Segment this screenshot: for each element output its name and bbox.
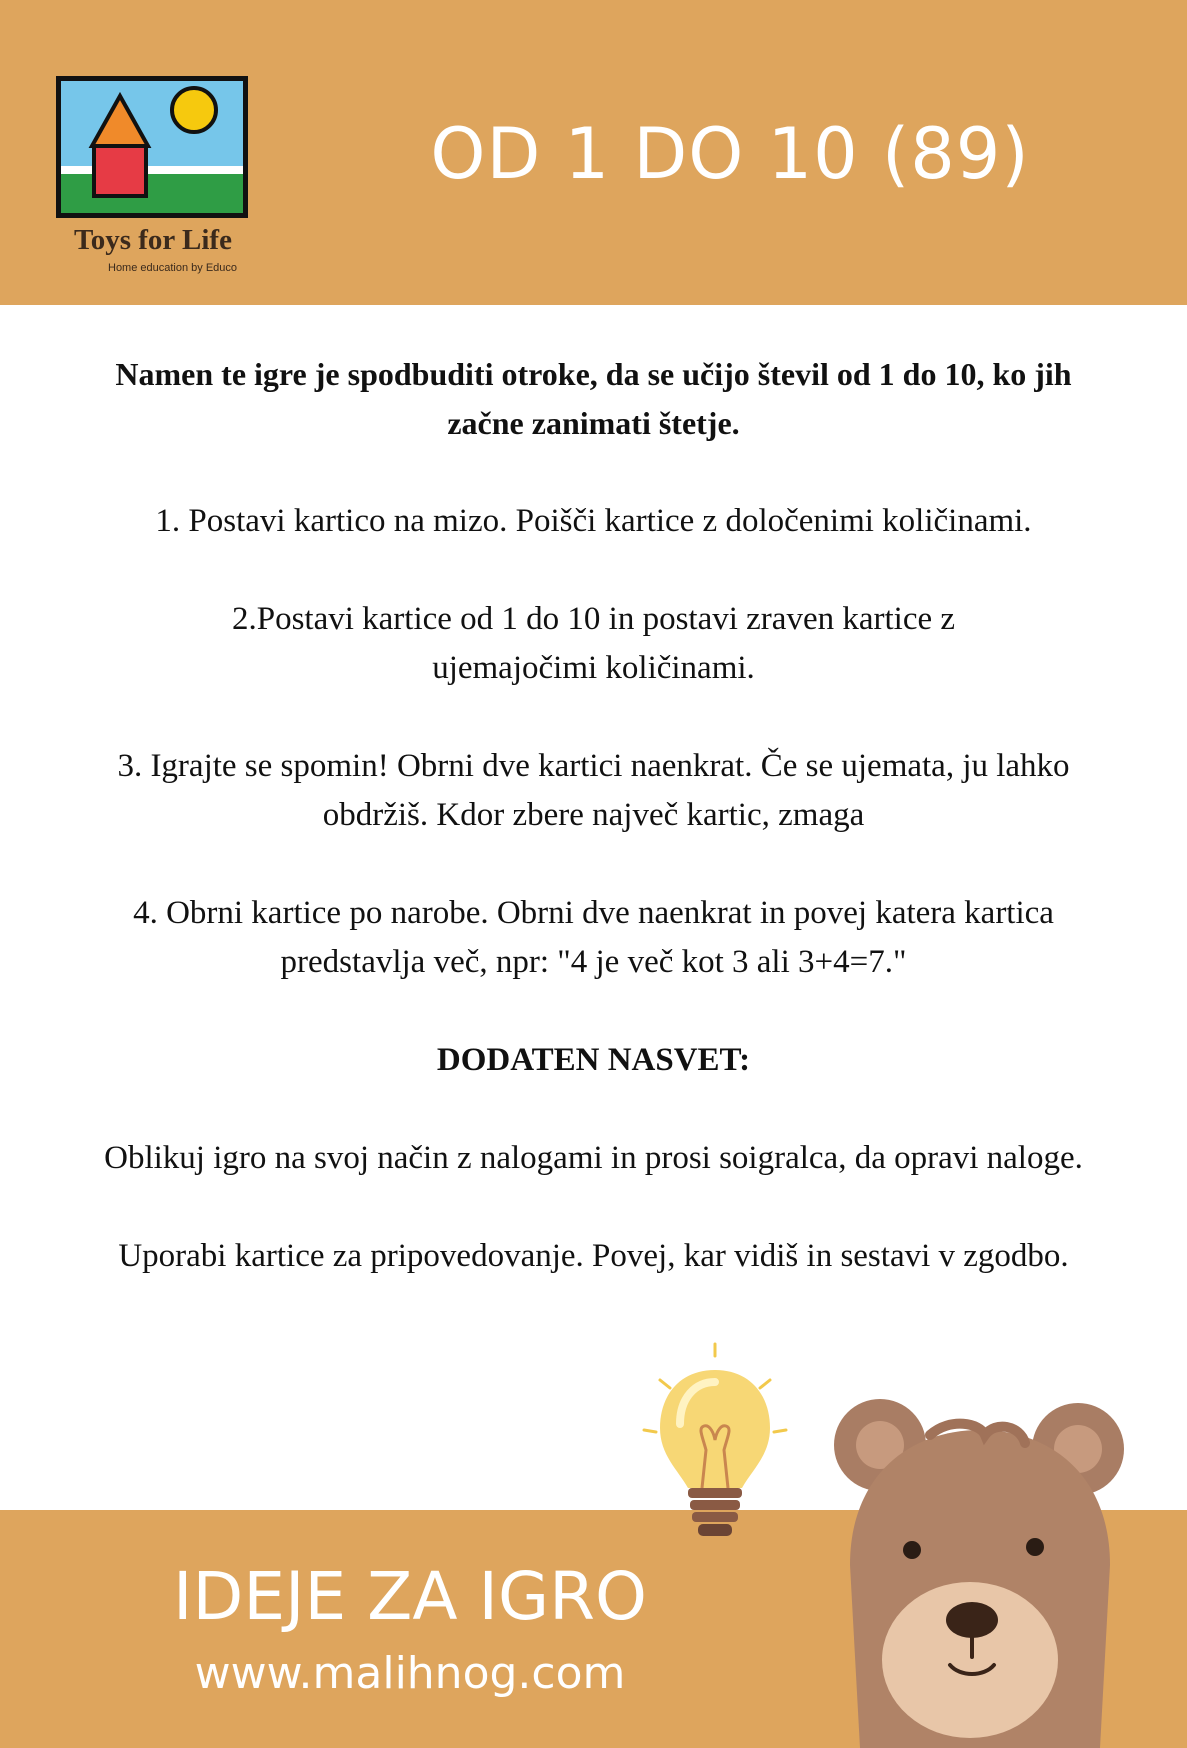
bear-illustration: [820, 1395, 1140, 1748]
step-3: 3. Igrajte se spomin! Obrni dve kartici naenkrat. Če se ujemata, ju lahko obdržiš. Kdor zbere največ kartic, zmaga: [117, 748, 1070, 833]
logo-tagline: Home education by Educo: [108, 262, 238, 274]
step-2: 2.Postavi kartice od 1 do 10 in postavi zraven kartice z ujemajočimi količinami.: [231, 601, 956, 686]
toys-for-life-logo-icon: [56, 76, 248, 218]
logo-name: Toys for Life: [74, 224, 232, 256]
tip-1: Oblikuj igro na svoj način z nalogami in prosi soigralca, da opravi naloge.: [104, 1140, 1083, 1176]
intro-text: Namen te igre je spodbuditi otroke, da se učijo števil od 1 do 10, ko jih začne zanimati štetje.: [115, 356, 1072, 441]
step-4: 4. Obrni kartice po narobe. Obrni dve naenkrat in povej katera kartica predstavlja več, npr: "4 je več kot 3 ali 3+4=7.": [133, 895, 1054, 980]
instructions: [80, 350, 1107, 1281]
step-1: 1. Postavi kartico na mizo. Poišči kartice z določenimi količinami.: [155, 503, 1032, 539]
tip-heading: DODATEN NASVET:: [436, 1042, 751, 1078]
page-title: OD 1 DO 10 (89): [430, 113, 1030, 195]
brand-logo: [56, 76, 248, 274]
tip-2: Uporabi kartice za pripovedovanje. Povej, kar vidiš in sestavi v zgodbo.: [118, 1238, 1069, 1274]
lightbulb-icon: [640, 1340, 790, 1580]
footer-title: IDEJE ZA IGRO: [173, 1558, 647, 1635]
footer-url: www.malihnog.com: [194, 1648, 626, 1699]
